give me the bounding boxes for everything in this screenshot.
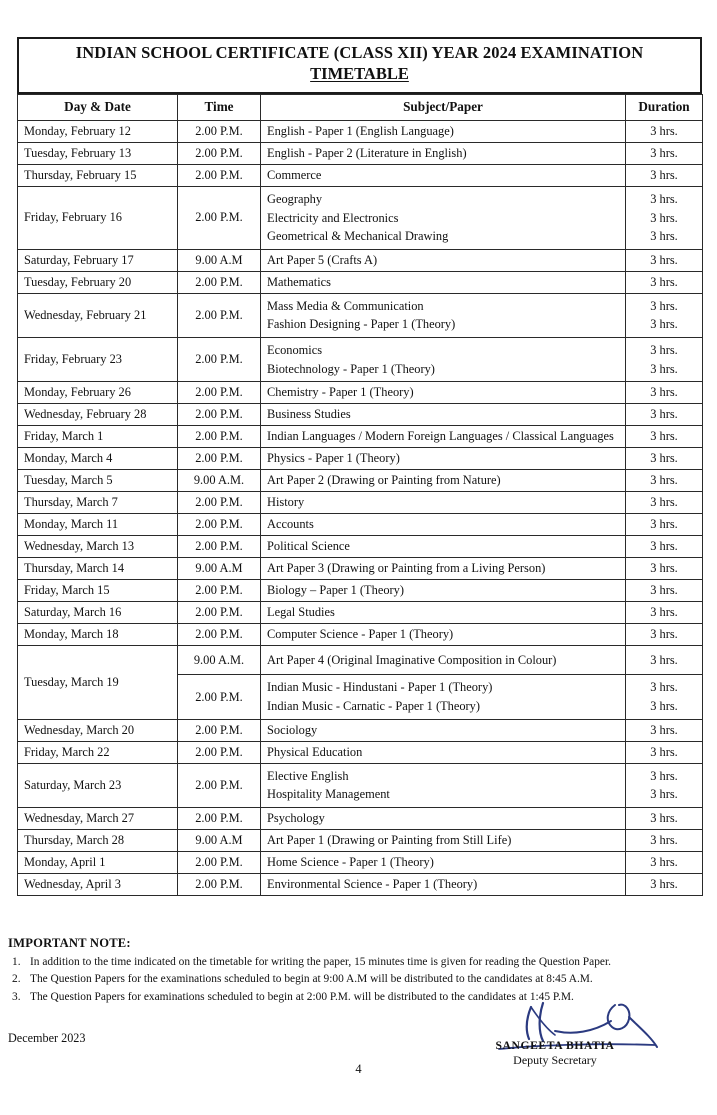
cell-subject-paper: Physical Education	[261, 741, 626, 763]
duration-line: 3 hrs.	[650, 768, 678, 783]
cell-subject-paper: Indian Languages / Modern Foreign Languages / Classical Languages	[261, 426, 626, 448]
cell-subject-paper: Home Science - Paper 1 (Theory)	[261, 851, 626, 873]
table-row	[18, 404, 703, 426]
cell-day-date: Monday, March 4	[18, 448, 178, 470]
table-row	[18, 293, 703, 337]
cell-subject-paper: Art Paper 4 (Original Imaginative Composition in Colour)	[261, 646, 626, 675]
cell-subject-paper: Biology – Paper 1 (Theory)	[261, 580, 626, 602]
cell-duration: 3 hrs.	[626, 558, 703, 580]
cell-day-date: Tuesday, February 20	[18, 271, 178, 293]
table-row	[18, 558, 703, 580]
cell-subject-paper: Political Science	[261, 536, 626, 558]
cell-time: 2.00 P.M.	[178, 404, 261, 426]
duration-line: 3 hrs.	[650, 210, 678, 225]
handwritten-signature-icon	[445, 1005, 665, 1039]
table-row	[18, 470, 703, 492]
cell-duration: 3 hrs.	[626, 249, 703, 271]
note-text: In addition to the time indicated on the timetable for writing the paper, 15 minutes time is given for reading the Question Paper.	[30, 956, 611, 968]
cell-time: 2.00 P.M.	[178, 382, 261, 404]
cell-subject-paper: English - Paper 2 (Literature in English)	[261, 143, 626, 165]
cell-duration: 3 hrs.	[626, 807, 703, 829]
cell-duration: 3 hrs.	[626, 143, 703, 165]
cell-duration: 3 hrs.	[626, 873, 703, 895]
cell-time: 2.00 P.M.	[178, 624, 261, 646]
cell-day-date: Saturday, February 17	[18, 249, 178, 271]
cell-duration: 3 hrs.	[626, 536, 703, 558]
cell-duration: 3 hrs.	[626, 470, 703, 492]
cell-time: 2.00 P.M.	[178, 741, 261, 763]
table-header-row	[18, 95, 703, 121]
page-title-line-2: TIMETABLE	[310, 63, 409, 83]
table-row	[18, 580, 703, 602]
cell-time: 2.00 P.M.	[178, 602, 261, 624]
column-header-day-date: Day & Date	[18, 95, 178, 121]
table-row	[18, 624, 703, 646]
cell-duration: 3 hrs.	[626, 719, 703, 741]
cell-duration	[626, 763, 703, 807]
cell-subject-paper: Art Paper 5 (Crafts A)	[261, 249, 626, 271]
subject-line: Geometrical & Mechanical Drawing	[267, 229, 449, 244]
note-number: 1.	[12, 956, 21, 968]
table-row	[18, 143, 703, 165]
table-row	[18, 536, 703, 558]
cell-duration: 3 hrs.	[626, 382, 703, 404]
cell-duration: 3 hrs.	[626, 602, 703, 624]
table-row	[18, 851, 703, 873]
table-body	[18, 121, 703, 896]
table-row	[18, 807, 703, 829]
cell-day-date: Friday, February 16	[18, 187, 178, 250]
cell-duration: 3 hrs.	[626, 580, 703, 602]
table-row	[18, 249, 703, 271]
cell-duration	[626, 338, 703, 382]
duration-line: 3 hrs.	[650, 317, 678, 332]
table-row	[18, 763, 703, 807]
duration-line: 3 hrs.	[650, 680, 678, 695]
duration-line: 3 hrs.	[650, 699, 678, 713]
table-row	[18, 646, 703, 675]
cell-time: 2.00 P.M.	[178, 448, 261, 470]
subject-line: Mass Media & Communication	[267, 298, 424, 313]
cell-duration: 3 hrs.	[626, 514, 703, 536]
cell-time: 9.00 A.M.	[178, 470, 261, 492]
table-row	[18, 165, 703, 187]
table-row	[18, 829, 703, 851]
cell-duration: 3 hrs.	[626, 646, 703, 675]
subject-line: Hospitality Management	[267, 787, 390, 802]
cell-day-date: Thursday, February 15	[18, 165, 178, 187]
signatory-name: SANGEETA BHATIA	[495, 1039, 615, 1052]
cell-day-date: Friday, March 22	[18, 741, 178, 763]
subject-line: Biotechnology - Paper 1 (Theory)	[267, 361, 435, 376]
important-note-list	[8, 954, 708, 1006]
table-row	[18, 873, 703, 895]
timetable-container	[17, 94, 702, 896]
cell-time: 9.00 A.M	[178, 249, 261, 271]
cell-subject-paper	[261, 338, 626, 382]
cell-subject-paper: Mathematics	[261, 271, 626, 293]
cell-duration: 3 hrs.	[626, 426, 703, 448]
cell-day-date: Friday, February 23	[18, 338, 178, 382]
cell-time: 2.00 P.M.	[178, 580, 261, 602]
cell-duration: 3 hrs.	[626, 829, 703, 851]
cell-subject-paper: English - Paper 1 (English Language)	[261, 121, 626, 143]
column-header-subject-paper: Subject/Paper	[261, 95, 626, 121]
subject-line: Elective English	[267, 768, 349, 783]
duration-line: 3 hrs.	[650, 192, 678, 206]
subject-line: Geography	[267, 192, 323, 206]
page-title-line-1: INDIAN SCHOOL CERTIFICATE (CLASS XII) YEAR 2024 EXAMINATION	[75, 43, 644, 62]
cell-subject-paper: History	[261, 492, 626, 514]
cell-day-date: Wednesday, April 3	[18, 873, 178, 895]
cell-day-date: Saturday, March 23	[18, 763, 178, 807]
duration-line: 3 hrs.	[650, 343, 678, 358]
cell-duration	[626, 187, 703, 250]
table-row	[18, 741, 703, 763]
cell-time: 2.00 P.M.	[178, 536, 261, 558]
cell-time: 2.00 P.M.	[178, 143, 261, 165]
column-header-time: Time	[178, 95, 261, 121]
cell-time: 2.00 P.M.	[178, 675, 261, 719]
duration-line: 3 hrs.	[650, 298, 678, 313]
cell-time: 2.00 P.M.	[178, 807, 261, 829]
cell-day-date: Friday, March 1	[18, 426, 178, 448]
cell-subject-paper	[261, 293, 626, 337]
cell-subject-paper: Computer Science - Paper 1 (Theory)	[261, 624, 626, 646]
cell-subject-paper	[261, 675, 626, 719]
cell-time: 2.00 P.M.	[178, 851, 261, 873]
cell-time: 2.00 P.M.	[178, 271, 261, 293]
note-item	[8, 971, 708, 988]
cell-subject-paper: Psychology	[261, 807, 626, 829]
duration-line: 3 hrs.	[650, 229, 678, 244]
table-row	[18, 602, 703, 624]
cell-subject-paper: Legal Studies	[261, 602, 626, 624]
note-number: 3.	[12, 990, 21, 1003]
table-row	[18, 338, 703, 382]
cell-duration: 3 hrs.	[626, 165, 703, 187]
cell-time: 9.00 A.M.	[178, 646, 261, 675]
cell-duration: 3 hrs.	[626, 404, 703, 426]
cell-duration	[626, 293, 703, 337]
document-date: December 2023	[8, 1031, 86, 1045]
cell-subject-paper: Business Studies	[261, 404, 626, 426]
cell-day-date: Thursday, March 14	[18, 558, 178, 580]
cell-duration: 3 hrs.	[626, 121, 703, 143]
cell-day-date: Tuesday, February 13	[18, 143, 178, 165]
cell-duration: 3 hrs.	[626, 271, 703, 293]
cell-day-date: Wednesday, February 21	[18, 293, 178, 337]
cell-day-date: Tuesday, March 5	[18, 470, 178, 492]
table-row	[18, 382, 703, 404]
cell-duration	[626, 675, 703, 719]
document-title-box	[17, 37, 702, 94]
cell-day-date: Monday, April 1	[18, 851, 178, 873]
cell-day-date: Friday, March 15	[18, 580, 178, 602]
cell-day-date: Wednesday, February 28	[18, 404, 178, 426]
cell-time: 2.00 P.M.	[178, 187, 261, 250]
cell-day-date: Monday, February 12	[18, 121, 178, 143]
cell-time: 2.00 P.M.	[178, 426, 261, 448]
cell-day-date: Monday, March 11	[18, 514, 178, 536]
cell-duration: 3 hrs.	[626, 448, 703, 470]
duration-line: 3 hrs.	[650, 361, 678, 376]
cell-time: 2.00 P.M.	[178, 492, 261, 514]
cell-subject-paper	[261, 187, 626, 250]
subject-line: Indian Music - Carnatic - Paper 1 (Theory)	[267, 699, 480, 713]
column-header-duration: Duration	[626, 95, 703, 121]
cell-day-date: Thursday, March 7	[18, 492, 178, 514]
table-row	[18, 514, 703, 536]
cell-time: 2.00 P.M.	[178, 338, 261, 382]
exam-timetable	[17, 94, 703, 896]
table-row	[18, 719, 703, 741]
table-row	[18, 187, 703, 250]
cell-time: 2.00 P.M.	[178, 719, 261, 741]
cell-day-date: Tuesday, March 19	[18, 646, 178, 719]
table-row	[18, 271, 703, 293]
note-item	[8, 954, 708, 971]
cell-subject-paper: Art Paper 2 (Drawing or Painting from Nature)	[261, 470, 626, 492]
cell-time: 2.00 P.M.	[178, 293, 261, 337]
cell-duration: 3 hrs.	[626, 741, 703, 763]
cell-day-date: Wednesday, March 27	[18, 807, 178, 829]
signatory-role: Deputy Secretary	[513, 1053, 597, 1067]
cell-day-date: Saturday, March 16	[18, 602, 178, 624]
cell-day-date: Wednesday, March 13	[18, 536, 178, 558]
cell-day-date: Wednesday, March 20	[18, 719, 178, 741]
note-number: 2.	[12, 973, 21, 986]
duration-line: 3 hrs.	[650, 787, 678, 802]
cell-time: 9.00 A.M	[178, 829, 261, 851]
table-row	[18, 492, 703, 514]
cell-time: 2.00 P.M.	[178, 165, 261, 187]
cell-time: 2.00 P.M.	[178, 763, 261, 807]
table-row	[18, 121, 703, 143]
important-note-section	[8, 936, 708, 1006]
important-note-heading: IMPORTANT NOTE:	[8, 936, 131, 950]
cell-subject-paper: Sociology	[261, 719, 626, 741]
cell-time: 2.00 P.M.	[178, 514, 261, 536]
table-row	[18, 426, 703, 448]
cell-duration: 3 hrs.	[626, 624, 703, 646]
cell-time: 2.00 P.M.	[178, 121, 261, 143]
cell-subject-paper: Art Paper 1 (Drawing or Painting from Still Life)	[261, 829, 626, 851]
cell-subject-paper: Commerce	[261, 165, 626, 187]
cell-subject-paper: Chemistry - Paper 1 (Theory)	[261, 382, 626, 404]
cell-duration: 3 hrs.	[626, 492, 703, 514]
cell-subject-paper	[261, 763, 626, 807]
cell-day-date: Monday, March 18	[18, 624, 178, 646]
cell-time: 9.00 A.M	[178, 558, 261, 580]
page-number: 4	[355, 1062, 362, 1076]
cell-day-date: Monday, February 26	[18, 382, 178, 404]
cell-subject-paper: Environmental Science - Paper 1 (Theory)	[261, 873, 626, 895]
cell-day-date: Thursday, March 28	[18, 829, 178, 851]
cell-time: 2.00 P.M.	[178, 873, 261, 895]
subject-line: Indian Music - Hindustani - Paper 1 (Theory)	[267, 680, 493, 695]
subject-line: Electricity and Electronics	[267, 210, 399, 225]
note-text: The Question Papers for examinations scheduled to begin at 2:00 P.M. will be distributed to the candidates at 1:45 P.M.	[30, 990, 574, 1003]
cell-subject-paper: Accounts	[261, 514, 626, 536]
signature-block	[445, 1005, 665, 1068]
note-text: The Question Papers for the examinations scheduled to begin at 9:00 A.M will be distributed to the candidates at 8:45 A.M.	[30, 973, 593, 986]
table-row	[18, 448, 703, 470]
cell-subject-paper: Art Paper 3 (Drawing or Painting from a Living Person)	[261, 558, 626, 580]
cell-duration: 3 hrs.	[626, 851, 703, 873]
subject-line: Economics	[267, 343, 323, 358]
subject-line: Fashion Designing - Paper 1 (Theory)	[267, 317, 456, 332]
cell-subject-paper: Physics - Paper 1 (Theory)	[261, 448, 626, 470]
